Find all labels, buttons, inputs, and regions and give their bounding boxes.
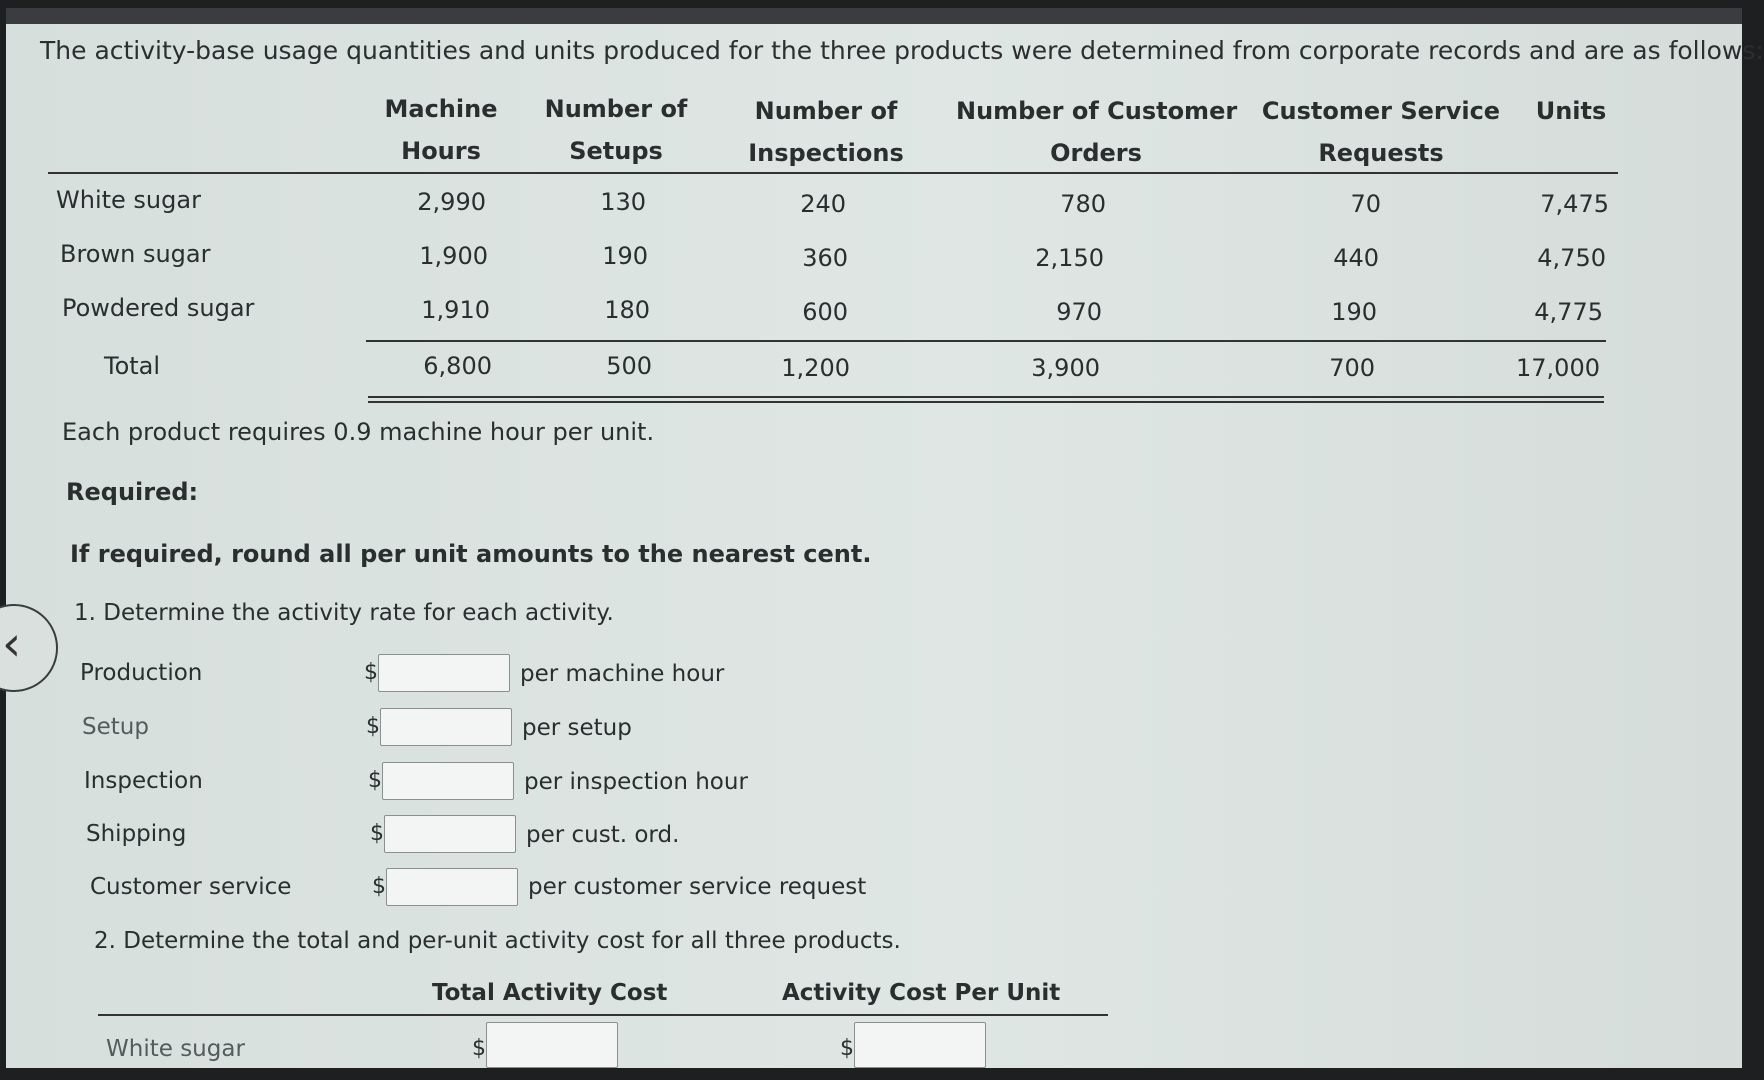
- top-bar: [6, 8, 1742, 24]
- currency-symbol: $: [372, 874, 386, 899]
- cell: 180: [604, 296, 650, 324]
- cell: 970: [1056, 298, 1102, 326]
- rate-unit-shipping: per cust. ord.: [526, 822, 680, 848]
- cell: 3,900: [1031, 354, 1100, 382]
- row-label-brown-sugar: Brown sugar: [60, 240, 211, 268]
- cell: 780: [1060, 190, 1106, 218]
- cell: 600: [802, 298, 848, 326]
- machine-hour-note: Each product requires 0.9 machine hour per unit.: [62, 418, 655, 446]
- col-total-activity-cost: Total Activity Cost: [432, 980, 668, 1006]
- rate-unit-production: per machine hour: [520, 661, 725, 687]
- header-units: Units: [1535, 97, 1607, 125]
- cell: 360: [802, 244, 848, 272]
- rate-label-production: Production: [80, 660, 203, 686]
- header-machine-hours: Machine Hours: [384, 95, 498, 165]
- rate-label-shipping: Shipping: [86, 821, 187, 847]
- header-service-requests: Customer Service Requests: [1261, 97, 1501, 167]
- white-sugar-total-cost-input[interactable]: [486, 1022, 618, 1068]
- rounding-note: If required, round all per unit amounts to the nearest cent.: [70, 540, 872, 568]
- currency-symbol: $: [366, 714, 380, 739]
- question-1: 1. Determine the activity rate for each activity.: [74, 600, 614, 626]
- customer-service-rate-input[interactable]: [386, 868, 518, 906]
- production-rate-input[interactable]: [378, 654, 510, 692]
- cell: 1,900: [419, 242, 488, 270]
- cell: 70: [1350, 190, 1381, 218]
- cell: 7,475: [1540, 190, 1609, 218]
- chevron-left-icon: ‹: [2, 616, 22, 672]
- cell: 1,200: [781, 354, 850, 382]
- col-activity-cost-per-unit: Activity Cost Per Unit: [782, 980, 1061, 1006]
- currency-symbol: $: [472, 1036, 486, 1061]
- intro-text: The activity-base usage quantities and units produced for the three products were determined from corporate records and are as follows:: [40, 36, 1764, 65]
- currency-symbol: $: [364, 660, 378, 685]
- cell: 700: [1329, 354, 1375, 382]
- currency-symbol: $: [370, 821, 384, 846]
- cell: 500: [606, 352, 652, 380]
- header-rule: [48, 172, 1618, 174]
- cell: 440: [1333, 244, 1379, 272]
- white-sugar-per-unit-cost-input[interactable]: [854, 1022, 986, 1068]
- total-double-rule-top: [368, 396, 1604, 398]
- total-double-rule-bottom: [368, 401, 1604, 403]
- rate-label-setup: Setup: [82, 714, 149, 740]
- cell: 4,750: [1537, 244, 1606, 272]
- cell: 130: [600, 188, 646, 216]
- currency-symbol: $: [840, 1036, 854, 1061]
- cell: 240: [800, 190, 846, 218]
- row-label-powdered-sugar: Powdered sugar: [62, 294, 255, 322]
- cell: 190: [1331, 298, 1377, 326]
- cell: 4,775: [1534, 298, 1603, 326]
- screen: [2, 8, 1764, 1068]
- header-inspections: Number of Inspections: [748, 97, 904, 167]
- inspection-rate-input[interactable]: [382, 762, 514, 800]
- header-customer-orders: Number of Customer Orders: [956, 97, 1238, 167]
- rate-label-customer-service: Customer service: [90, 874, 292, 900]
- shipping-rate-input[interactable]: [384, 815, 516, 853]
- q2-row-label-white-sugar: White sugar: [106, 1036, 245, 1062]
- rate-unit-inspection: per inspection hour: [524, 769, 748, 795]
- cell: 2,150: [1035, 244, 1104, 272]
- cell: 17,000: [1516, 354, 1600, 382]
- row-label-white-sugar: White sugar: [56, 186, 201, 214]
- rate-unit-customer-service: per customer service request: [528, 874, 867, 900]
- back-button[interactable]: [0, 604, 58, 692]
- row-label-total: Total: [104, 352, 161, 380]
- rate-label-inspection: Inspection: [84, 768, 203, 794]
- question-2: 2. Determine the total and per-unit activity cost for all three products.: [94, 928, 901, 954]
- cell: 2,990: [417, 188, 486, 216]
- setup-rate-input[interactable]: [380, 708, 512, 746]
- cell: 1,910: [421, 296, 490, 324]
- rate-unit-setup: per setup: [522, 715, 632, 741]
- cell: 6,800: [423, 352, 492, 380]
- subtotal-rule: [366, 340, 1606, 342]
- currency-symbol: $: [368, 768, 382, 793]
- q2-header-rule: [98, 1014, 1108, 1016]
- required-label: Required:: [66, 478, 199, 506]
- cell: 190: [602, 242, 648, 270]
- header-setups: Number of Setups: [544, 95, 688, 165]
